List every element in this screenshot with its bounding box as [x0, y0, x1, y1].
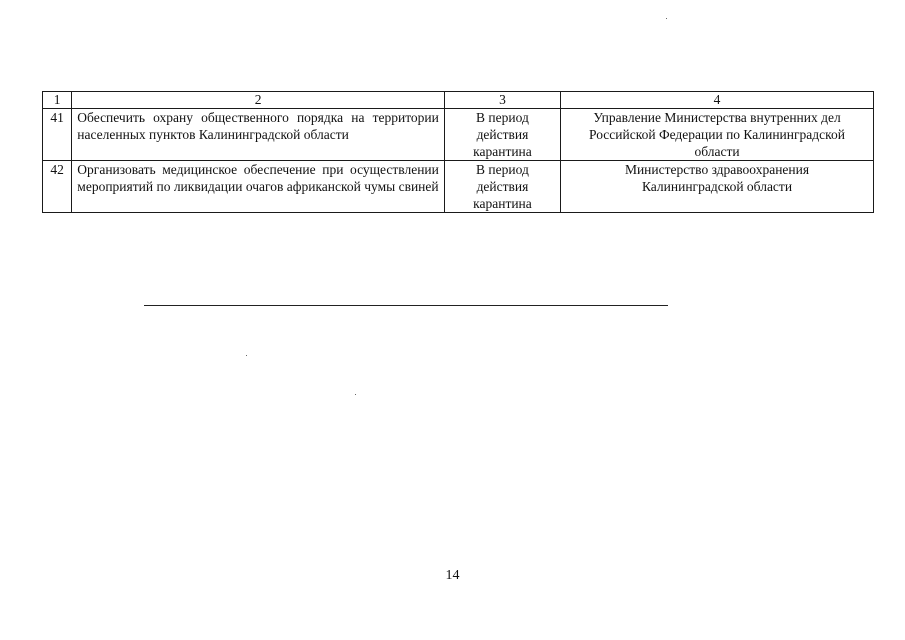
row-number: 42 — [43, 161, 72, 213]
scan-speck — [666, 18, 667, 19]
header-col-1: 1 — [43, 92, 72, 109]
responsible-cell — [561, 109, 874, 161]
measure-text: Организовать медицинское обеспечение при осуществлении мероприятий по ликвидации очагов африканской чумы свиней — [72, 161, 445, 213]
period-line: В период — [476, 110, 529, 125]
table-row — [43, 109, 874, 161]
responsible-line: Министерство здравоохранения — [624, 162, 810, 177]
header-col-3: 3 — [444, 92, 560, 109]
period-cell — [444, 161, 560, 213]
responsible-cell — [561, 161, 874, 213]
responsible-line: Российской Федерации по Калининградской — [589, 127, 845, 142]
responsible-line: Калининградской области — [641, 179, 793, 194]
row-number: 41 — [43, 109, 72, 161]
measure-text: Обеспечить охрану общественного порядка на территории населенных пунктов Калининградской области — [72, 109, 445, 161]
header-col-2: 2 — [72, 92, 445, 109]
period-line: В период — [476, 162, 529, 177]
period-cell — [444, 109, 560, 161]
page-number: 14 — [445, 568, 460, 583]
period-line: карантина — [473, 144, 532, 159]
period-line: действия — [476, 179, 529, 194]
table-row — [43, 161, 874, 213]
responsible-line: Управление Министерства внутренних дел — [593, 110, 841, 125]
separator-line — [144, 305, 668, 306]
table-header-row — [43, 92, 874, 109]
period-line: действия — [476, 127, 529, 142]
measures-table — [42, 91, 874, 213]
responsible-line: области — [694, 144, 740, 159]
period-line: карантина — [473, 196, 532, 211]
header-col-4: 4 — [561, 92, 874, 109]
scan-speck — [355, 394, 356, 395]
scan-speck — [246, 355, 247, 356]
